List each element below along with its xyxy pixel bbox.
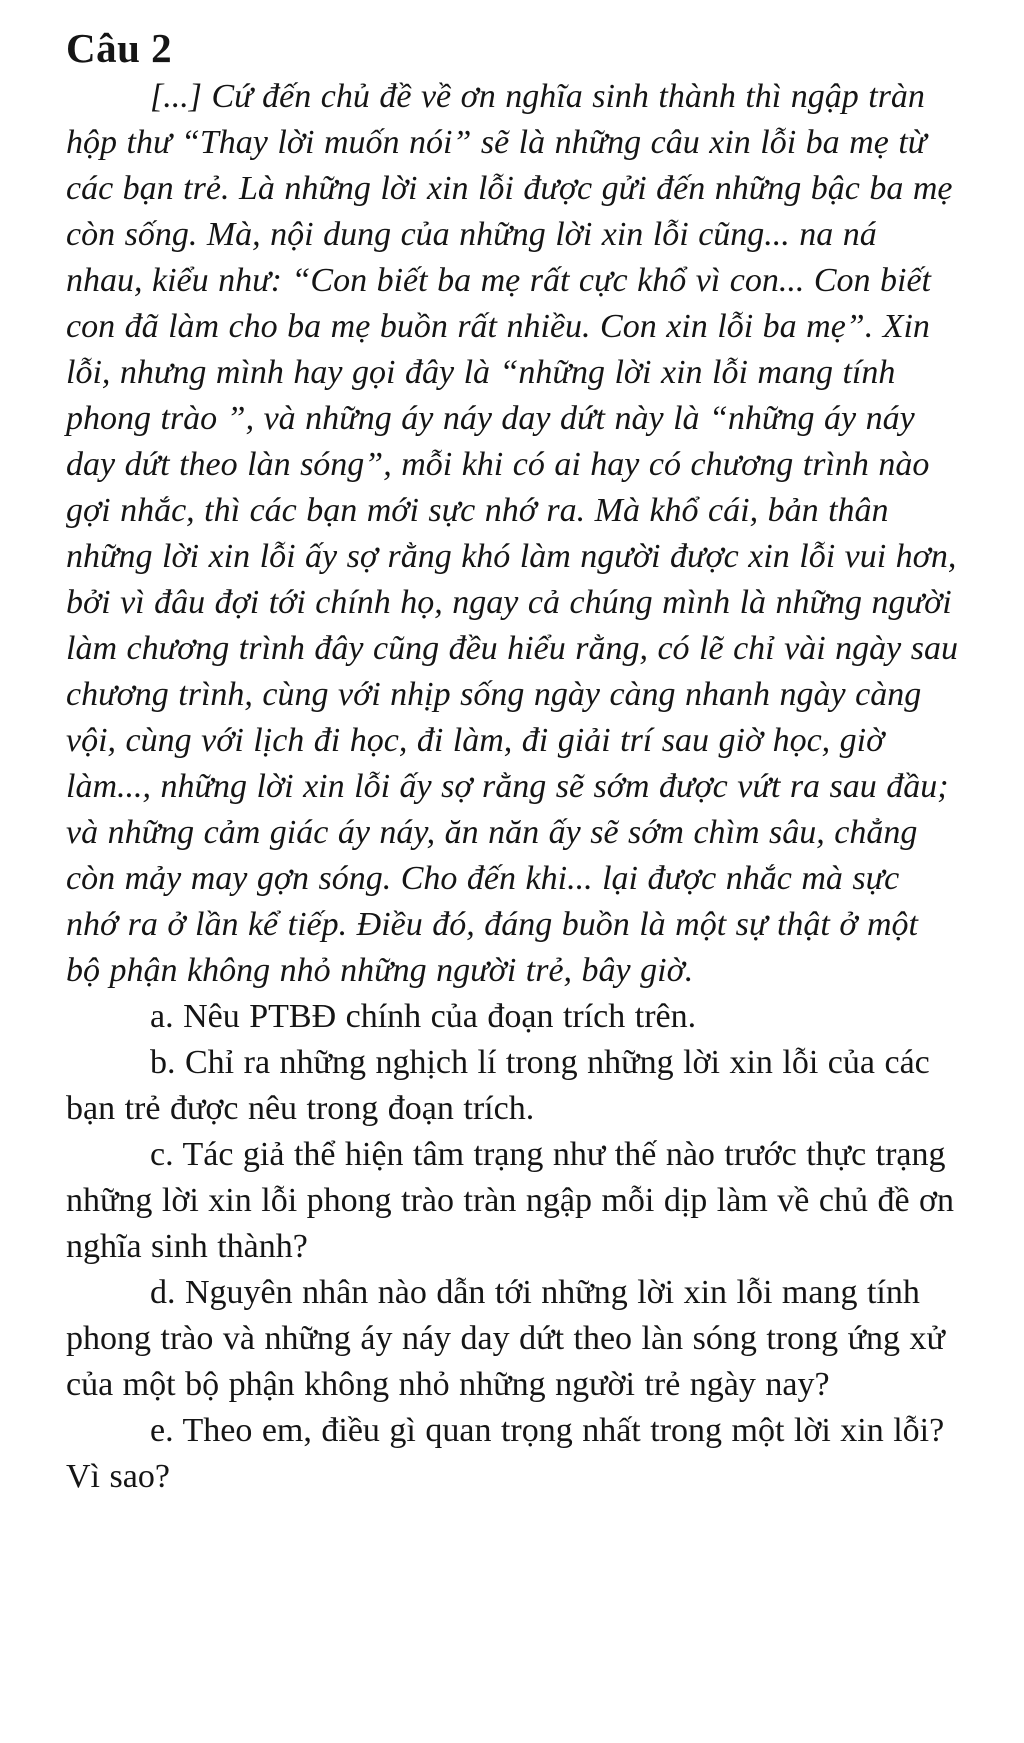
question-item-b: b. Chỉ ra những nghịch lí trong những lời xin lỗi của các bạn trẻ được nêu trong đoạn trích. bbox=[66, 1044, 930, 1127]
question-item-d: d. Nguyên nhân nào dẫn tới những lời xin lỗi mang tính phong trào và những áy náy day dứt theo làn sóng trong ứng xử của một bộ phận không nhỏ những người trẻ ngày nay? bbox=[66, 1274, 945, 1403]
question-heading: Câu 2 bbox=[66, 25, 173, 71]
question-list bbox=[66, 994, 958, 1500]
question-item-a: a. Nêu PTBĐ chính của đoạn trích trên. bbox=[150, 998, 697, 1035]
question-item-e: e. Theo em, điều gì quan trọng nhất trong một lời xin lỗi? Vì sao? bbox=[66, 1412, 945, 1495]
passage-text: [...] Cứ đến chủ đề về ơn nghĩa sinh thành thì ngập tràn hộp thư “Thay lời muốn nói” sẽ là những câu xin lỗi ba mẹ từ các bạn trẻ. Là những lời xin lỗi được gửi đến những bậc ba mẹ còn sống. Mà, nội dung của những lời xin lỗi cũng... na ná nhau, kiểu như: “Con biết ba mẹ rất cực khổ vì con... Con biết con đã làm cho ba mẹ buồn rất nhiều. Con xin lỗi ba mẹ”. Xin lỗi, nhưng mình hay gọi đây là “những lời xin lỗi mang tính phong trào ”, và những áy náy day dứt này là “những áy náy day dứt theo làn sóng”, mỗi khi có ai hay có chương trình nào gợi nhắc, thì các bạn mới sực nhớ ra. Mà khổ cái, bản thân những lời xin lỗi ấy sợ rằng khó làm người được xin lỗi vui hơn, bởi vì đâu đợi tới chính họ, ngay cả chúng mình là những người làm chương trình đây cũng đều hiểu rằng, có lẽ chỉ vài ngày sau chương trình, cùng với nhịp sống ngày càng nhanh ngày càng vội, cùng với lịch đi học, đi làm, đi giải trí sau giờ học, giờ làm..., những lời xin lỗi ấy sợ rằng sẽ sớm được vứt ra sau đầu; và những cảm giác áy náy, ăn năn ấy sẽ sớm chìm sâu, chẳng còn mảy may gợn sóng. Cho đến khi... lại được nhắc mà sực nhớ ra ở lần kể tiếp. Điều đó, đáng buồn là một sự thật ở một bộ phận không nhỏ những người trẻ, bây giờ. bbox=[66, 78, 958, 989]
question-item-c: c. Tác giả thể hiện tâm trạng như thế nào trước thực trạng những lời xin lỗi phong trào tràn ngập mỗi dịp làm về chủ đề ơn nghĩa sinh thành? bbox=[66, 1136, 955, 1265]
